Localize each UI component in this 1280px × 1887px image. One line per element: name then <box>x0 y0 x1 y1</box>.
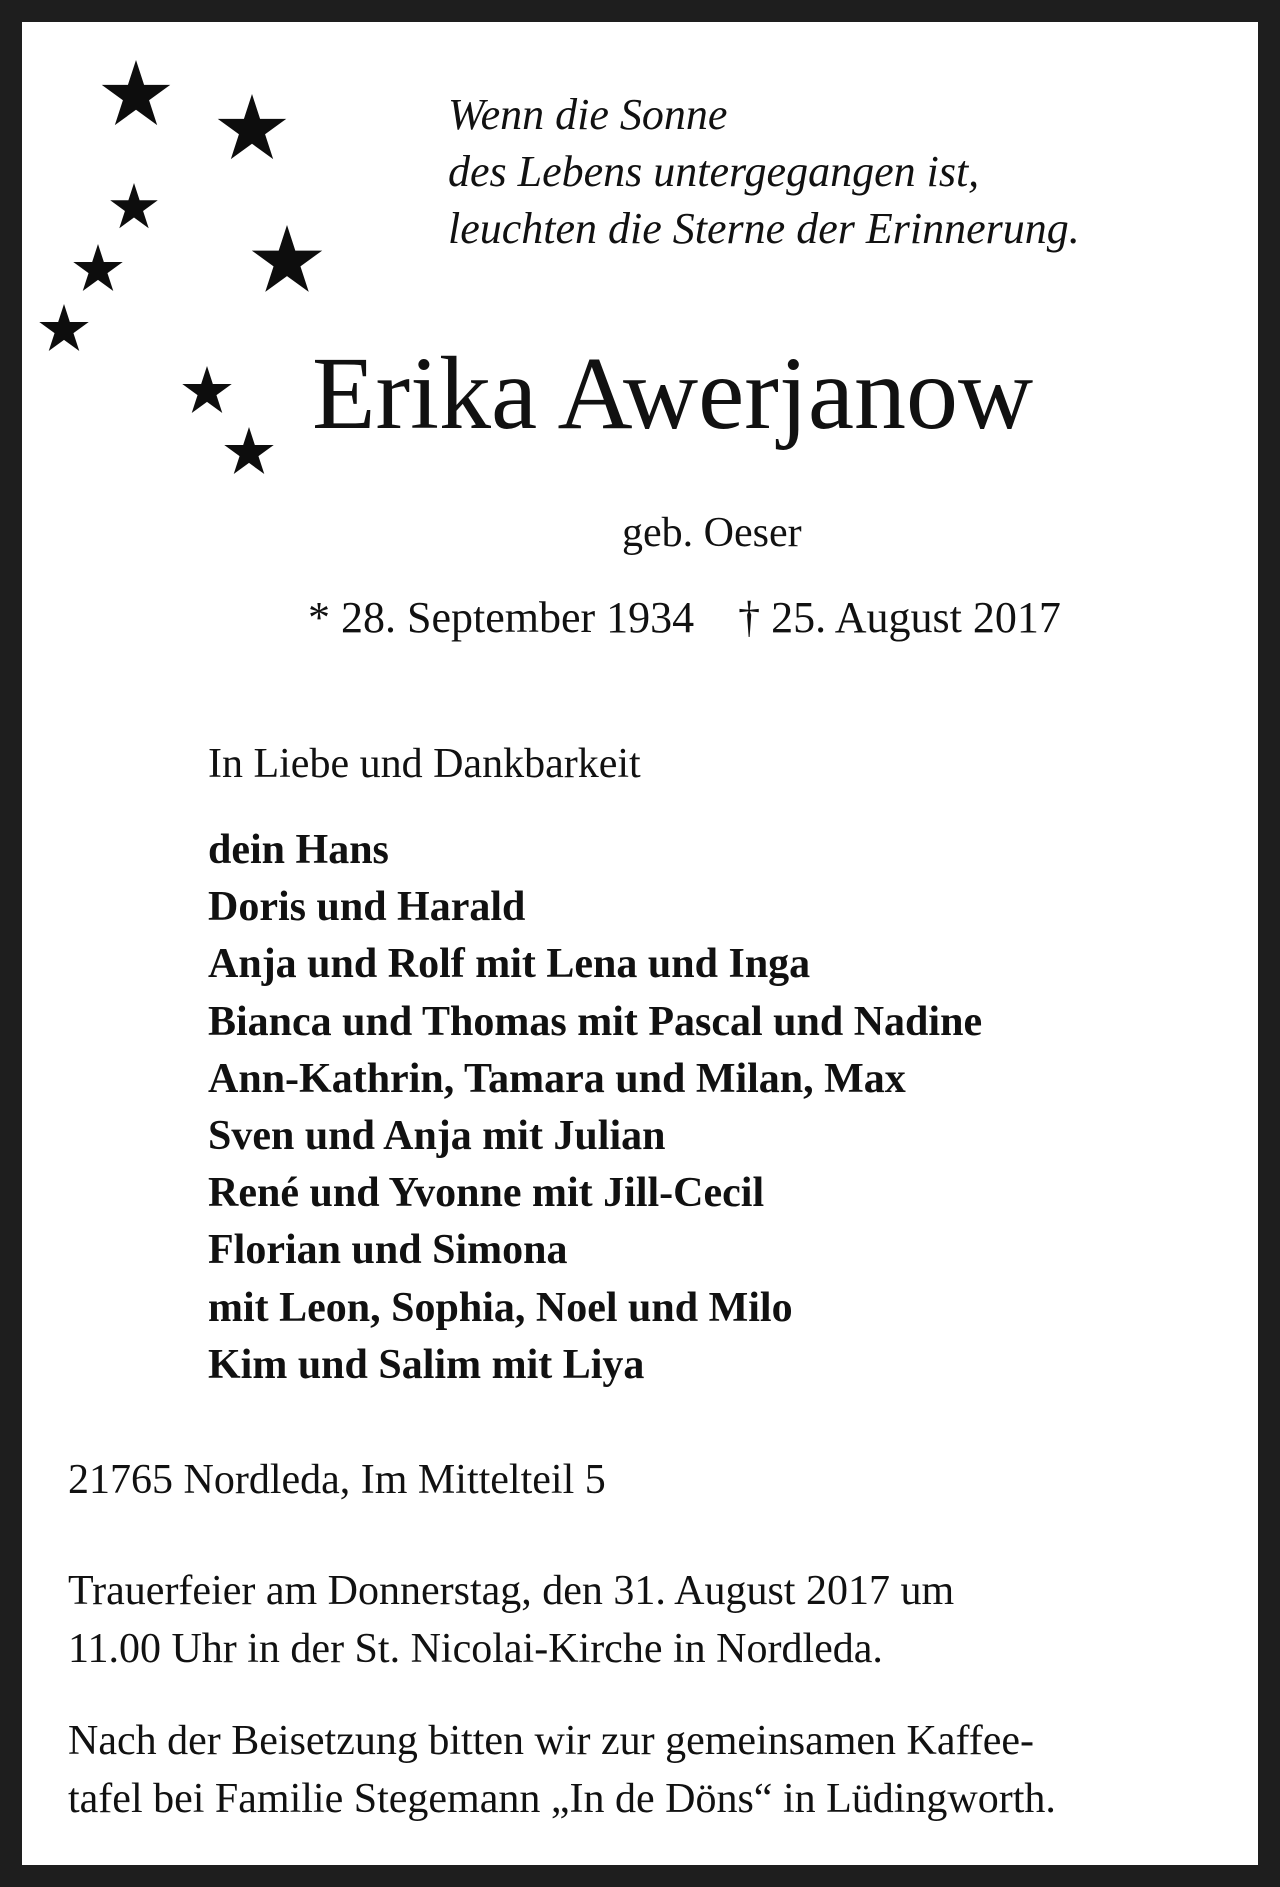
funeral-service-line: 11.00 Uhr in der St. Nicolai-Kirche in Nordleda. <box>68 1626 883 1672</box>
funeral-service-line: Trauerfeier am Donnerstag, den 31. August 2017 um <box>68 1568 955 1614</box>
stars-decoration <box>22 22 352 482</box>
star-icon <box>39 304 88 351</box>
mourner-entry: Kim und Salim mit Liya <box>208 1341 645 1388</box>
star-icon <box>73 244 122 291</box>
mourner-entry: Doris und Harald <box>208 884 526 931</box>
dedication-line: In Liebe und Dankbarkeit <box>208 741 641 787</box>
funeral-service-info <box>68 1562 954 1678</box>
star-icon <box>224 427 273 474</box>
mourner-entry: Bianca und Thomas mit Pascal und Nadine <box>208 998 983 1045</box>
reception-info <box>68 1712 1056 1828</box>
mourners-list <box>208 822 982 1394</box>
birth-date: * 28. September 1934 <box>308 593 695 642</box>
mourner-entry: Sven und Anja mit Julian <box>208 1113 666 1160</box>
motto-line: Wenn die Sonne <box>448 90 728 139</box>
star-icon <box>102 60 170 125</box>
family-address: 21765 Nordleda, Im Mittelteil 5 <box>68 1457 606 1503</box>
mourner-entry: mit Leon, Sophia, Noel und Milo <box>208 1284 793 1331</box>
deceased-name: Erika Awerjanow <box>312 336 1034 451</box>
motto-poem <box>448 86 1080 257</box>
star-icon <box>182 366 231 413</box>
life-dates <box>308 592 1061 644</box>
reception-line: tafel bei Familie Stegemann „In de Döns“ in Lüdingworth. <box>68 1776 1056 1822</box>
star-icon <box>110 183 158 228</box>
mourner-entry: Florian und Simona <box>208 1227 568 1274</box>
mourner-entry: Anja und Rolf mit Lena und Inga <box>208 941 811 988</box>
mourner-entry: Ann-Kathrin, Tamara und Milan, Max <box>208 1055 906 1102</box>
motto-line: leuchten die Sterne der Erinnerung. <box>448 204 1080 253</box>
obituary-notice <box>22 22 1258 1865</box>
mourner-entry: dein Hans <box>208 827 389 873</box>
mourner-entry: René und Yvonne mit Jill-Cecil <box>208 1170 765 1217</box>
reception-line: Nach der Beisetzung bitten wir zur gemeinsamen Kaffee- <box>68 1718 1034 1764</box>
star-icon <box>252 225 322 292</box>
motto-line: des Lebens untergegangen ist, <box>448 147 980 196</box>
maiden-name: geb. Oeser <box>622 510 802 556</box>
death-date: † 25. August 2017 <box>738 593 1061 642</box>
star-icon <box>218 94 286 159</box>
